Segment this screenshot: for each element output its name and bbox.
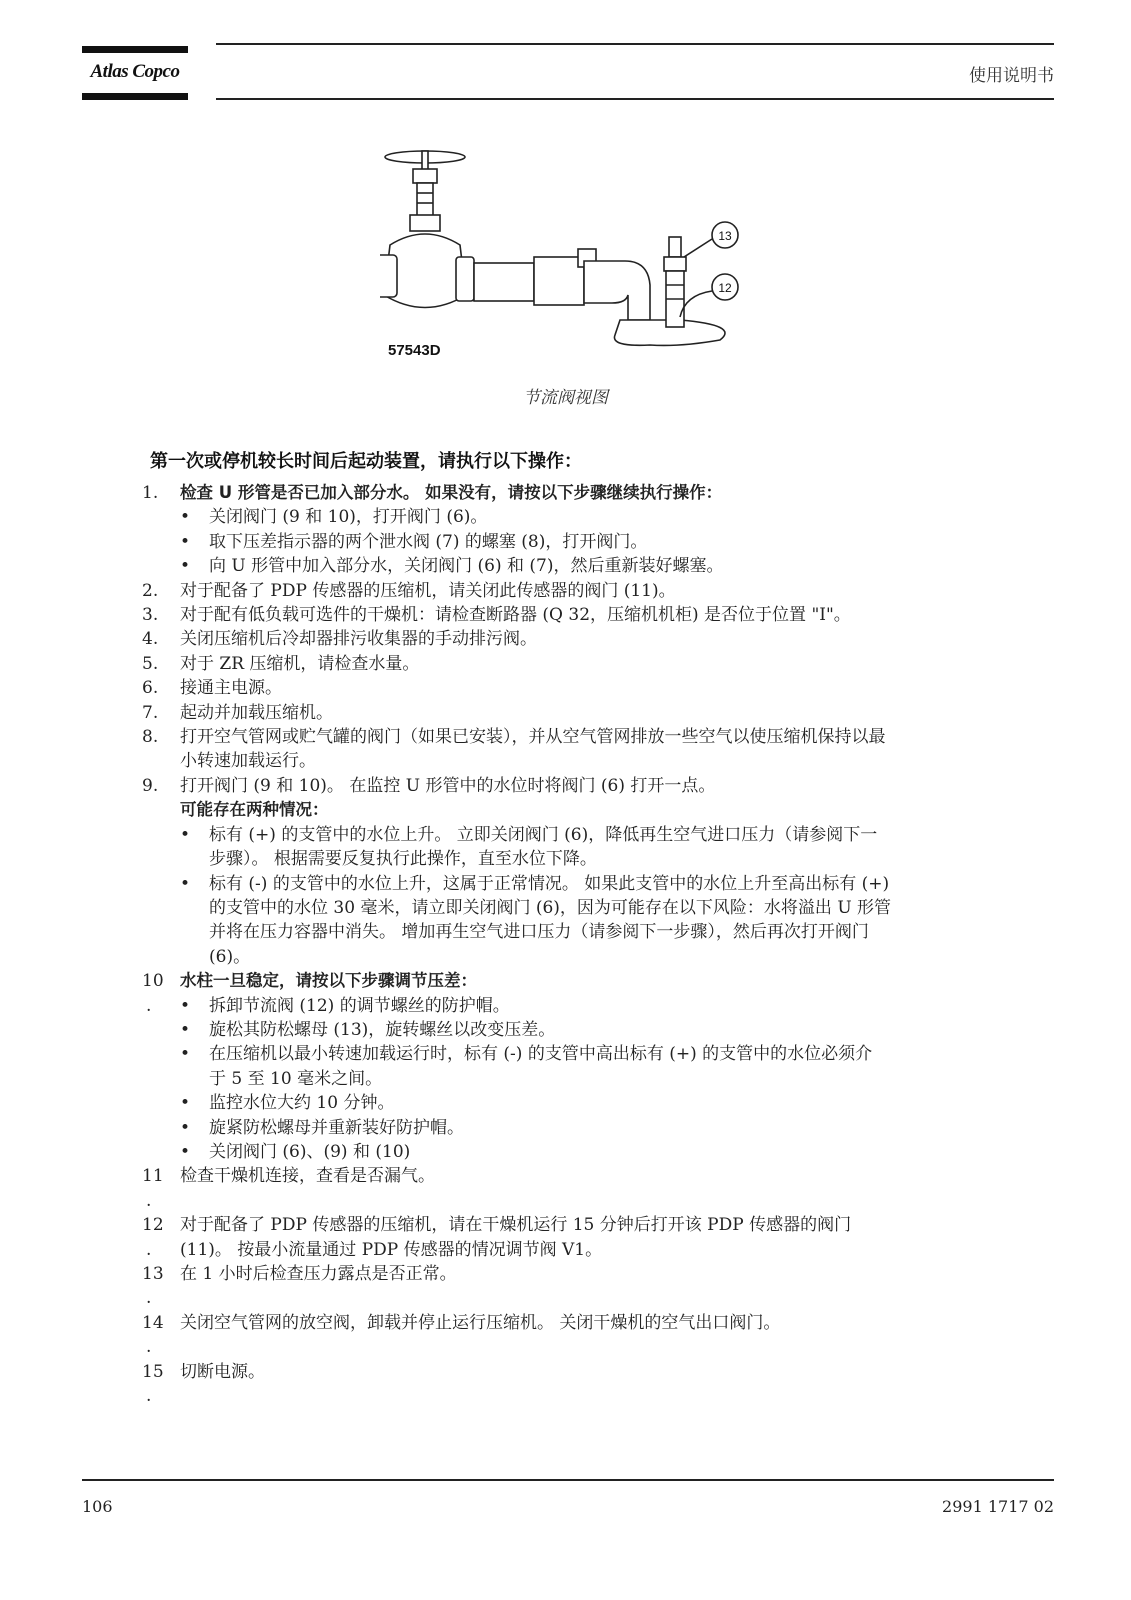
step-number: 2. (142, 580, 159, 601)
step-number: 13 . (142, 1264, 164, 1309)
step-5 (142, 652, 1042, 676)
pipe-coupling (534, 257, 584, 305)
step-11 (142, 1164, 1042, 1213)
step-text-line: 切断电源。 (180, 1361, 265, 1382)
step-number: 10 . (142, 971, 164, 1016)
bullet-item: • 标有 (+) 的支管中的水位上升。 立即关闭阀门 (6)，降低再生空气进口压力（请参阅下一 步骤）。 根据需要反复执行此操作，直至水位下降。 (180, 824, 878, 870)
step-text: 检查 U 形管是否已加入部分水。 如果没有，请按以下步骤继续执行操作： (180, 483, 723, 502)
step-text-line: 在 1 小时后检查压力露点是否正常。 (180, 1264, 457, 1284)
step-number: 1. (142, 483, 159, 503)
bullet-item: • 旋松其防松螺母 (13)，旋转螺丝以改变压差。 (180, 1019, 556, 1040)
logo-bar-bottom (82, 93, 188, 100)
step-number: 5. (142, 653, 159, 674)
bullet-item: • 标有 (-) 的支管中的水位上升，这属于正常情况。 如果此支管中的水位上升至高出标有 (+) 的支管中的水位 30 毫米，请立即关闭阀门 (6)，因为可能存在以下风险：水将溢出 U 形管 并将在压力容器中消失。 增加再生空气进口压力（请参阅下一步骤），然后再次打开阀门 (6)。 (180, 873, 892, 967)
throttle-valve-figure (380, 145, 760, 370)
header-title: 使用说明书 (969, 66, 1054, 86)
figure-code: 57543D (388, 342, 441, 359)
header-rule-top (216, 43, 1054, 45)
page-number: 106 (82, 1497, 113, 1516)
document-number: 2991 1717 02 (942, 1497, 1054, 1516)
valve-stem-top (422, 151, 428, 171)
bullet-item: • 关闭阀门 (9 和 10)，打开阀门 (6)。 (180, 507, 488, 528)
step-text: 水柱一旦稳定，请按以下步骤调节压差： (180, 971, 477, 991)
step-7 (142, 701, 1042, 725)
step-6 (142, 676, 1042, 700)
step-number: 12 . (142, 1215, 164, 1260)
valve-stem (417, 183, 433, 217)
step-text-line: 对于配备了 PDP 传感器的压缩机，请在干燥机运行 15 分钟后打开该 PDP 传感器的阀门 (180, 1215, 852, 1236)
bullet-item: • 旋紧防松螺母并重新装好防护帽。 (180, 1117, 464, 1138)
step-10 (142, 969, 1042, 1164)
atlas-copco-logo (82, 46, 188, 100)
pipe-section-1 (474, 263, 534, 301)
step-1 (142, 481, 1042, 579)
logo-wordmark: Atlas Copco (90, 61, 180, 82)
header-rule-bottom (216, 98, 1054, 100)
bullet-item: • 监控水位大约 10 分钟。 (180, 1093, 395, 1114)
procedure-intro: 第一次或停机较长时间后起动装置，请执行以下操作： (150, 451, 582, 472)
step-2 (142, 579, 1042, 603)
bullet-item: • 关闭阀门 (6)、(9) 和 (10) (180, 1141, 411, 1162)
step-text-line: 检查干燥机连接，查看是否漏气。 (180, 1166, 435, 1187)
callout-13-label: 13 (718, 229, 732, 243)
pipe-elbow (584, 261, 650, 320)
step-text-line: 打开空气管网或贮气罐的阀门（如果已安装），并从空气管网排放一些空气以使压缩机保持以最 (180, 727, 886, 748)
step-number: 14 . (142, 1312, 164, 1358)
adjusting-screw-cap (669, 237, 681, 257)
step-14 (142, 1311, 1042, 1360)
valve-inlet-flange (380, 255, 397, 297)
step-subhead: 可能存在两种情况： (180, 800, 329, 820)
step-4 (142, 627, 1042, 651)
step-number: 6. (142, 678, 159, 699)
step-text: 接通主电源。 (180, 678, 282, 699)
step-text-line: 关闭空气管网的放空阀，卸载并停止运行压缩机。 关闭干燥机的空气出口阀门。 (180, 1312, 781, 1333)
procedure-steps (142, 481, 1042, 1408)
step-3 (142, 603, 1042, 627)
figure-caption: 节流阀视图 (523, 388, 608, 408)
step-number: 7. (142, 702, 159, 723)
step-9 (142, 774, 1042, 969)
logo-bar-top (82, 46, 188, 53)
step-number: 11 . (142, 1166, 164, 1211)
step-text: 对于配有低负载可选件的干燥机：请检查断路器 (Q 32，压缩机机柜) 是否位于位置 "I"。 (180, 605, 851, 626)
step-text: 起动并加载压缩机。 (180, 702, 333, 723)
step-number: 4. (142, 629, 159, 650)
valve-outlet-flange (456, 257, 474, 301)
step-15 (142, 1360, 1042, 1409)
step-text: 对于 ZR 压缩机，请检查水量。 (180, 653, 420, 674)
step-text: 关闭压缩机后冷却器排污收集器的手动排污阀。 (180, 629, 537, 650)
step-text: 对于配备了 PDP 传感器的压缩机，请关闭此传感器的阀门 (11)。 (180, 580, 676, 601)
bullet-item: • 向 U 形管中加入部分水，关闭阀门 (6) 和 (7)，然后重新装好螺塞。 (180, 556, 724, 577)
step-number: 8. (142, 727, 159, 748)
gland-nut (413, 169, 437, 183)
bullet-item: • 在压缩机以最小转速加载运行时，标有 (-) 的支管中高出标有 (+) 的支管中的水位必须介 于 5 至 10 毫米之间。 (180, 1044, 873, 1089)
step-text-line: 小转速加载运行。 (180, 751, 316, 772)
callout-12-label: 12 (718, 281, 732, 295)
step-text: 打开阀门 (9 和 10)。 在监控 U 形管中的水位时将阀门 (6) 打开一点。 (180, 775, 716, 796)
step-number: 9. (142, 775, 159, 796)
step-12 (142, 1213, 1042, 1262)
step-number: 3. (142, 605, 159, 626)
bonnet-nut (410, 215, 440, 231)
step-number: 15 . (142, 1361, 164, 1407)
step-8 (142, 725, 1042, 774)
footer-rule (82, 1479, 1054, 1481)
throttle-valve-drawing (380, 145, 760, 370)
step-text-line: (11)。 按最小流量通过 PDP 传感器的情况调节阀 V1。 (180, 1239, 603, 1260)
step-13 (142, 1262, 1042, 1311)
lock-nut (664, 257, 686, 271)
bullet-item: • 拆卸节流阀 (12) 的调节螺丝的防护帽。 (180, 995, 510, 1016)
bullet-item: • 取下压差指示器的两个泄水阀 (7) 的螺塞 (8)，打开阀门。 (180, 531, 648, 552)
